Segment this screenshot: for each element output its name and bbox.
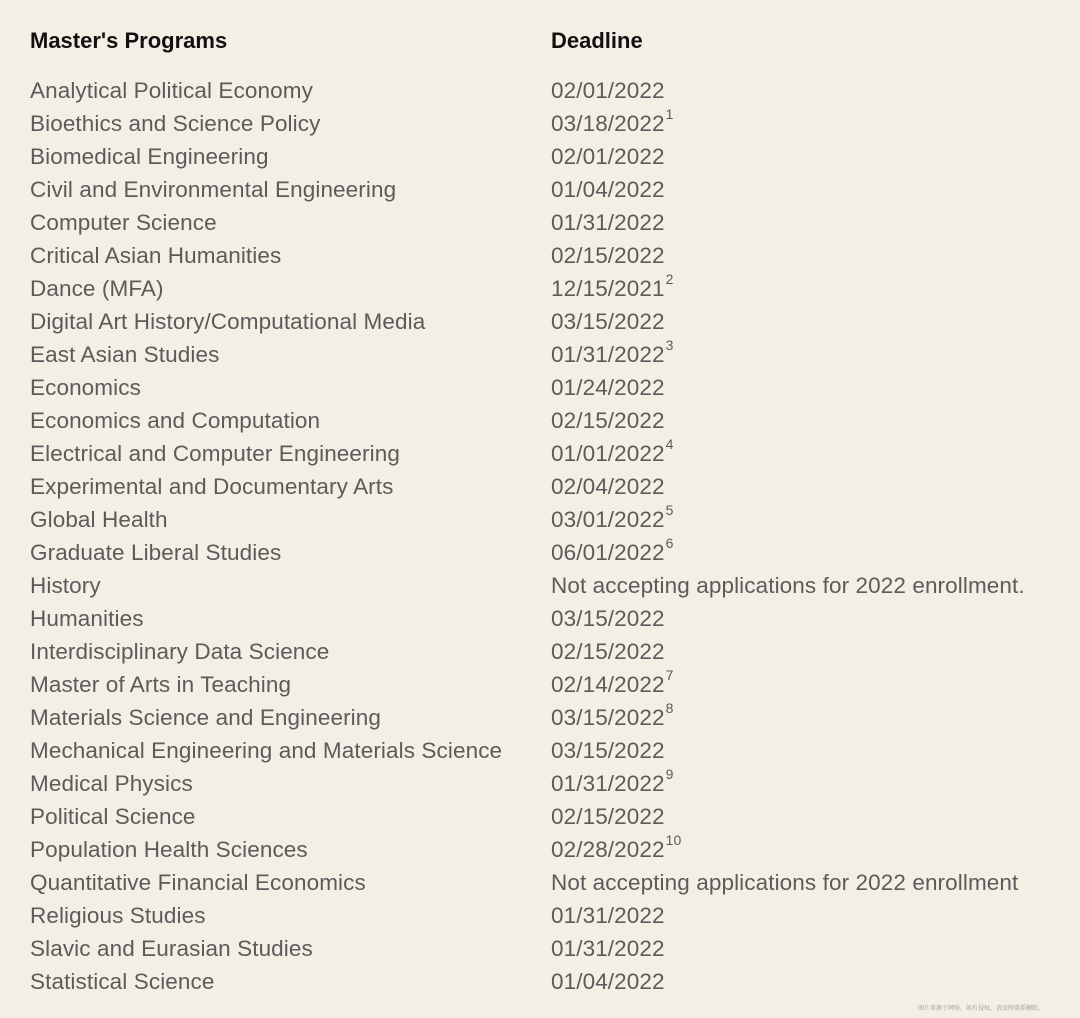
deadline-cell [551, 144, 1070, 170]
table-row [30, 239, 1070, 272]
table-row [30, 470, 1070, 503]
deadline-cell [551, 700, 1070, 731]
deadline-cell [551, 177, 1070, 203]
table-row [30, 437, 1070, 470]
deadline-value: 03/15/2022 [551, 704, 665, 730]
table-row [30, 767, 1070, 800]
deadline-cell [551, 436, 1070, 467]
table-row [30, 107, 1070, 140]
program-name: Medical Physics [30, 770, 193, 796]
program-name: Statistical Science [30, 968, 215, 994]
program-name: Religious Studies [30, 902, 206, 928]
table-row [30, 668, 1070, 701]
program-name: Dance (MFA) [30, 275, 164, 301]
program-name: Biomedical Engineering [30, 143, 269, 169]
table-row [30, 74, 1070, 107]
deadline-cell [551, 210, 1070, 236]
program-name: Analytical Political Economy [30, 77, 313, 103]
program-name: Digital Art History/Computational Media [30, 308, 426, 334]
deadline-value: 03/15/2022 [551, 605, 665, 631]
deadline-value: 01/31/2022 [551, 209, 665, 235]
table-row [30, 635, 1070, 668]
deadline-value: 02/04/2022 [551, 473, 665, 499]
deadline-value: 01/31/2022 [551, 770, 665, 796]
program-name: Global Health [30, 506, 168, 532]
program-name: Slavic and Eurasian Studies [30, 935, 313, 961]
table-row [30, 536, 1070, 569]
table-row [30, 899, 1070, 932]
deadline-cell [551, 903, 1070, 929]
deadline-value: 03/15/2022 [551, 737, 665, 763]
table-row [30, 338, 1070, 371]
deadline-cell [551, 606, 1070, 632]
table-row [30, 800, 1070, 833]
program-name: Bioethics and Science Policy [30, 110, 321, 136]
deadline-cell [551, 375, 1070, 401]
deadline-cell [551, 870, 1070, 896]
program-name: Mechanical Engineering and Materials Science [30, 737, 503, 763]
program-name: Political Science [30, 803, 196, 829]
deadline-value: Not accepting applications for 2022 enrollment [551, 869, 1019, 895]
deadline-value: 02/15/2022 [551, 242, 665, 268]
table-row [30, 932, 1070, 965]
deadline-cell [551, 832, 1070, 863]
deadline-cell [551, 271, 1070, 302]
deadline-value: 02/14/2022 [551, 671, 665, 697]
footnote-marker: 10 [665, 832, 682, 848]
deadlines-table [30, 24, 1070, 998]
program-name: Economics [30, 374, 141, 400]
watermark-text: 图片来源于网络，如有侵权，请及时联系删除。 [917, 1006, 1044, 1012]
deadline-cell [551, 408, 1070, 434]
program-name: Experimental and Documentary Arts [30, 473, 394, 499]
program-name: Economics and Computation [30, 407, 321, 433]
table-row [30, 503, 1070, 536]
deadline-value: 02/15/2022 [551, 638, 665, 664]
program-name: Civil and Environmental Engineering [30, 176, 397, 202]
program-name: Population Health Sciences [30, 836, 308, 862]
footnote-marker: 3 [665, 337, 674, 353]
deadline-value: 01/24/2022 [551, 374, 665, 400]
deadline-value: 02/15/2022 [551, 803, 665, 829]
deadline-value: 03/01/2022 [551, 506, 665, 532]
deadline-cell [551, 502, 1070, 533]
table-row [30, 206, 1070, 239]
table-row [30, 602, 1070, 635]
deadline-value: 06/01/2022 [551, 539, 665, 565]
footnote-marker: 8 [665, 700, 674, 716]
deadline-value: 02/28/2022 [551, 836, 665, 862]
program-name: East Asian Studies [30, 341, 220, 367]
deadline-cell [551, 337, 1070, 368]
table-row [30, 734, 1070, 767]
program-name: Computer Science [30, 209, 217, 235]
table-row [30, 305, 1070, 338]
deadline-cell [551, 309, 1070, 335]
table-body [30, 74, 1070, 998]
deadline-cell [551, 667, 1070, 698]
deadline-value: 02/01/2022 [551, 77, 665, 103]
table-row [30, 569, 1070, 602]
program-name: Quantitative Financial Economics [30, 869, 366, 895]
deadline-cell [551, 936, 1070, 962]
deadline-cell [551, 535, 1070, 566]
deadline-value: 02/15/2022 [551, 407, 665, 433]
table-row [30, 173, 1070, 206]
footnote-marker: 6 [665, 535, 674, 551]
program-name: Interdisciplinary Data Science [30, 638, 330, 664]
deadline-cell [551, 639, 1070, 665]
footnote-marker: 1 [665, 106, 674, 122]
table-row [30, 140, 1070, 173]
table-row [30, 965, 1070, 998]
table-header [30, 24, 1070, 58]
deadline-value: 03/15/2022 [551, 308, 665, 334]
table-row [30, 272, 1070, 305]
deadline-value: 02/01/2022 [551, 143, 665, 169]
deadline-cell [551, 766, 1070, 797]
column-header-programs: Master's Programs [30, 28, 228, 53]
program-name: Master of Arts in Teaching [30, 671, 292, 697]
deadline-value: 01/31/2022 [551, 935, 665, 961]
deadline-cell [551, 243, 1070, 269]
footnote-marker: 4 [665, 436, 674, 452]
footnote-marker: 5 [665, 502, 674, 518]
table-row [30, 371, 1070, 404]
deadline-value: 01/31/2022 [551, 341, 665, 367]
footnote-marker: 7 [665, 667, 674, 683]
deadline-cell [551, 969, 1070, 995]
deadline-value: 01/31/2022 [551, 902, 665, 928]
deadline-value: 01/01/2022 [551, 440, 665, 466]
footnote-marker: 9 [665, 766, 674, 782]
deadline-cell [551, 804, 1070, 830]
column-header-deadline: Deadline [551, 28, 643, 53]
deadline-value: 01/04/2022 [551, 176, 665, 202]
deadline-cell [551, 106, 1070, 137]
deadline-cell [551, 738, 1070, 764]
program-name: Critical Asian Humanities [30, 242, 282, 268]
program-name: Materials Science and Engineering [30, 704, 382, 730]
program-name: Electrical and Computer Engineering [30, 440, 400, 466]
deadline-value: 01/04/2022 [551, 968, 665, 994]
table-row [30, 404, 1070, 437]
deadline-value: 03/18/2022 [551, 110, 665, 136]
footnote-marker: 2 [665, 271, 674, 287]
program-name: History [30, 572, 101, 598]
program-name: Graduate Liberal Studies [30, 539, 282, 565]
deadline-cell [551, 474, 1070, 500]
table-row [30, 701, 1070, 734]
deadline-value: 12/15/2021 [551, 275, 665, 301]
table-row [30, 833, 1070, 866]
deadline-value: Not accepting applications for 2022 enrollment. [551, 572, 1025, 598]
table-row [30, 866, 1070, 899]
deadline-cell [551, 573, 1070, 599]
program-name: Humanities [30, 605, 144, 631]
deadline-cell [551, 78, 1070, 104]
